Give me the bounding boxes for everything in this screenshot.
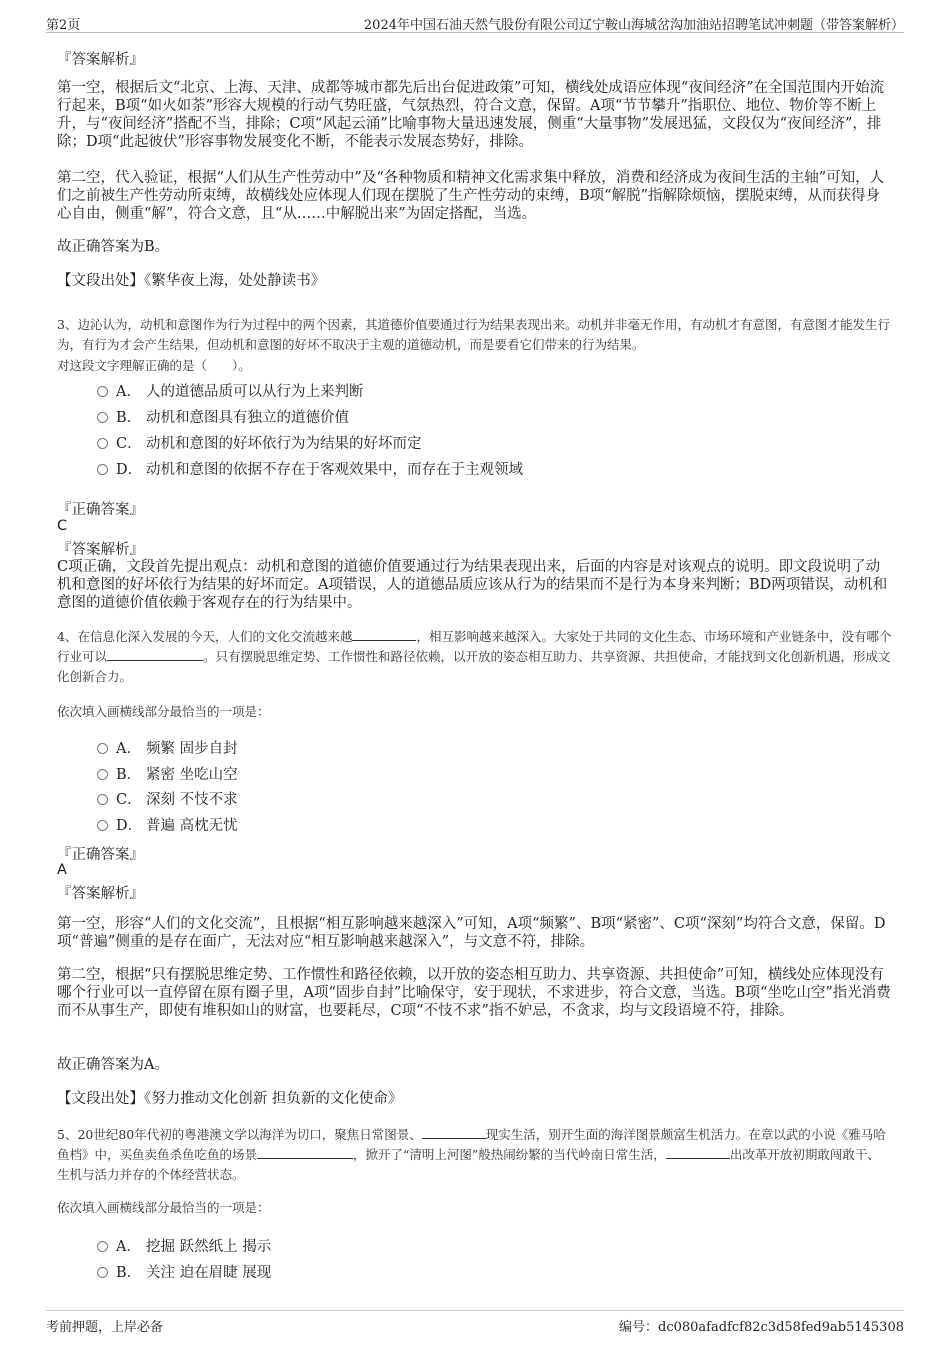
- q4-conclusion: 故正确答案为A。: [57, 1057, 169, 1073]
- document-title: 2024年中国石油天然气股份有限公司辽宁鞍山海城岔沟加油站招聘笔试冲刺题（带答案解析）: [363, 18, 904, 33]
- radio-icon[interactable]: [97, 386, 108, 397]
- q4-stem: 4、在信息化深入发展的今天，人们的文化交流越来越 ，相互影响越来越深入。大家处于共同的文化生态、市场环境和产业链条中，没有哪个行业可以 。只有摆脱思维定势、工作惯性和路径依赖，以开放的姿态相互助力、共享资源、共担使命，才能找到文化创新机遇，形成文化创新合力。: [57, 629, 892, 684]
- blank-line: [352, 628, 416, 641]
- q2-analysis-para1: 第一空，根据后文“北京、上海、天津、成都等城市都先后出台促进政策”可知，横线处成语应体现“夜间经济”在全国范围内开始流行起来，B项“如火如荼”形容大规模的行动气势旺盛，气氛热烈，符合文意，保留。A项“节节攀升”指职位、地位、物价等不断上升，与“夜间经济”搭配不当，排除；C项“风起云涌”比喻事物大量迅速发展，侧重“大量事物”发展迅猛，文段仅为“夜间经济”，排除；D项“此起彼伏”形容事物发展变化不断，不能表示发展态势好，排除。: [57, 80, 885, 150]
- radio-icon[interactable]: [97, 820, 108, 831]
- radio-icon[interactable]: [97, 769, 108, 780]
- q4-analysis-para1: 第一空，形容“人们的文化交流”，且根据“相互影响越来越深入”可知，A项“频繁”、B项“紧密”、C项“深刻”均符合文意，保留。D项“普遍”侧重的是存在面广，无法对应“相互影响越来越深入”，与文意不符，排除。: [57, 916, 886, 950]
- radio-icon[interactable]: [97, 794, 108, 805]
- blank-line: [666, 1146, 730, 1159]
- q3-option-b[interactable]: B． 动机和意图具有独立的道德价值: [97, 406, 349, 427]
- q2-conclusion: 故正确答案为B。: [57, 239, 170, 255]
- q5-stem: 5、20世纪80年代初的粤港澳文学以海洋为切口，聚焦日常图景、 现实生活，别开生面的海洋图景颇富生机活力。在章以武的小说《雅马哈鱼档》中，买鱼卖鱼杀鱼吃鱼的场景 ，掀开了“清明上河图”般热闹纷繁的当代岭南日常生活， 出改革开放初期敢闯敢干、生机与活力并存的个体经营状态。: [57, 1127, 886, 1182]
- page-header: [46, 12, 904, 33]
- q4-answer-label: 『正确答案』: [57, 847, 144, 863]
- q4-answer: A: [57, 862, 67, 878]
- q4-ask: 依次填入画横线部分最恰当的一项是：: [57, 704, 270, 719]
- q3-option-c[interactable]: C． 动机和意图的好坏依行为为结果的好坏而定: [97, 432, 422, 453]
- q3-answer-label: 『正确答案』: [57, 502, 144, 518]
- q2-analysis-label: 『答案解析』: [57, 52, 144, 68]
- page-number: 第2页: [46, 18, 81, 33]
- blank-line: [422, 1126, 486, 1139]
- q4-analysis-label: 『答案解析』: [57, 886, 144, 902]
- q4-option-a[interactable]: A． 频繁 固步自封: [97, 737, 238, 758]
- q3-answer: C: [57, 518, 68, 534]
- blank-line: [257, 1146, 353, 1159]
- document-code: 编号：dc080afadfcf82c3d58fed9ab5145308: [619, 1320, 904, 1335]
- q2-source: 【文段出处】《繁华夜上海，处处静读书》: [57, 273, 326, 289]
- radio-icon[interactable]: [97, 412, 108, 423]
- q4-analysis-para2: 第二空，根据“只有摆脱思维定势、工作惯性和路径依赖，以开放的姿态相互助力、共享资源、共担使命”可知，横线处应体现没有哪个行业可以一直停留在原有圈子里，A项“固步自封”比喻保守，安于现状，不求进步，符合文意，当选。B项“坐吃山空”指光消费而不从事生产，即使有堆积如山的财富，也要耗尽，C项“不忮不求”指不妒忌，不贪求，均与文段语境不符，排除。: [57, 967, 891, 1019]
- q3-option-a[interactable]: A． 人的道德品质可以从行为上来判断: [97, 380, 364, 401]
- page-footer: [46, 1310, 904, 1335]
- radio-icon[interactable]: [97, 464, 108, 475]
- q4-source: 【文段出处】《努力推动文化创新 担负新的文化使命》: [57, 1091, 403, 1107]
- q3-option-d[interactable]: D． 动机和意图的依据不存在于客观效果中，而存在于主观领域: [97, 458, 523, 479]
- radio-icon[interactable]: [97, 1241, 108, 1252]
- q3-stem: 3、边沁认为，动机和意图作为行为过程中的两个因素，其道德价值要通过行为结果表现出来。动机并非毫无作用，有动机才有意图，有意图才能发生行为，有行为才会产生结果，但动机和意图的好坏不取决于主观的道德动机，而是要看它们带来的行为结果。: [57, 317, 890, 352]
- q4-option-d[interactable]: D． 普遍 高枕无忧: [97, 814, 238, 835]
- footer-note: 考前押题，上岸必备: [46, 1320, 164, 1335]
- q3-ask: 对这段文字理解正确的是（ ）。: [57, 358, 251, 373]
- radio-icon[interactable]: [97, 1267, 108, 1278]
- q4-option-b[interactable]: B． 紧密 坐吃山空: [97, 763, 238, 784]
- q5-ask: 依次填入画横线部分最恰当的一项是：: [57, 1200, 270, 1215]
- blank-line: [107, 648, 203, 661]
- q3-analysis: C项正确，文段首先提出观点：动机和意图的道德价值要通过行为结果表现出来，后面的内容是对该观点的说明。即文段说明了动机和意图的好坏依行为结果的好坏而定。A项错误，人的道德品质应该从行为的结果而不是行为本身来判断；BD两项错误，动机和意图的道德价值依赖于客观存在的行为结果中。: [57, 559, 888, 611]
- q3-analysis-label: 『答案解析』: [57, 542, 144, 558]
- q4-option-c[interactable]: C． 深刻 不忮不求: [97, 788, 238, 809]
- q2-analysis-para2: 第二空，代入验证，根据“人们从生产性劳动中”及“各种物质和精神文化需求集中释放，消费和经济成为夜间生活的主轴”可知，人们之前被生产性劳动所束缚，故横线处应体现人们现在摆脱了生产性劳动的束缚，B项“解脱”指解除烦恼，摆脱束缚，从而获得身心自由，侧重“解”，符合文意，且“从……中解脱出来”为固定搭配，当选。: [57, 170, 885, 222]
- q5-option-b[interactable]: B． 关注 迫在眉睫 展现: [97, 1261, 271, 1282]
- q5-option-a[interactable]: A． 挖掘 跃然纸上 揭示: [97, 1235, 271, 1256]
- radio-icon[interactable]: [97, 743, 108, 754]
- radio-icon[interactable]: [97, 438, 108, 449]
